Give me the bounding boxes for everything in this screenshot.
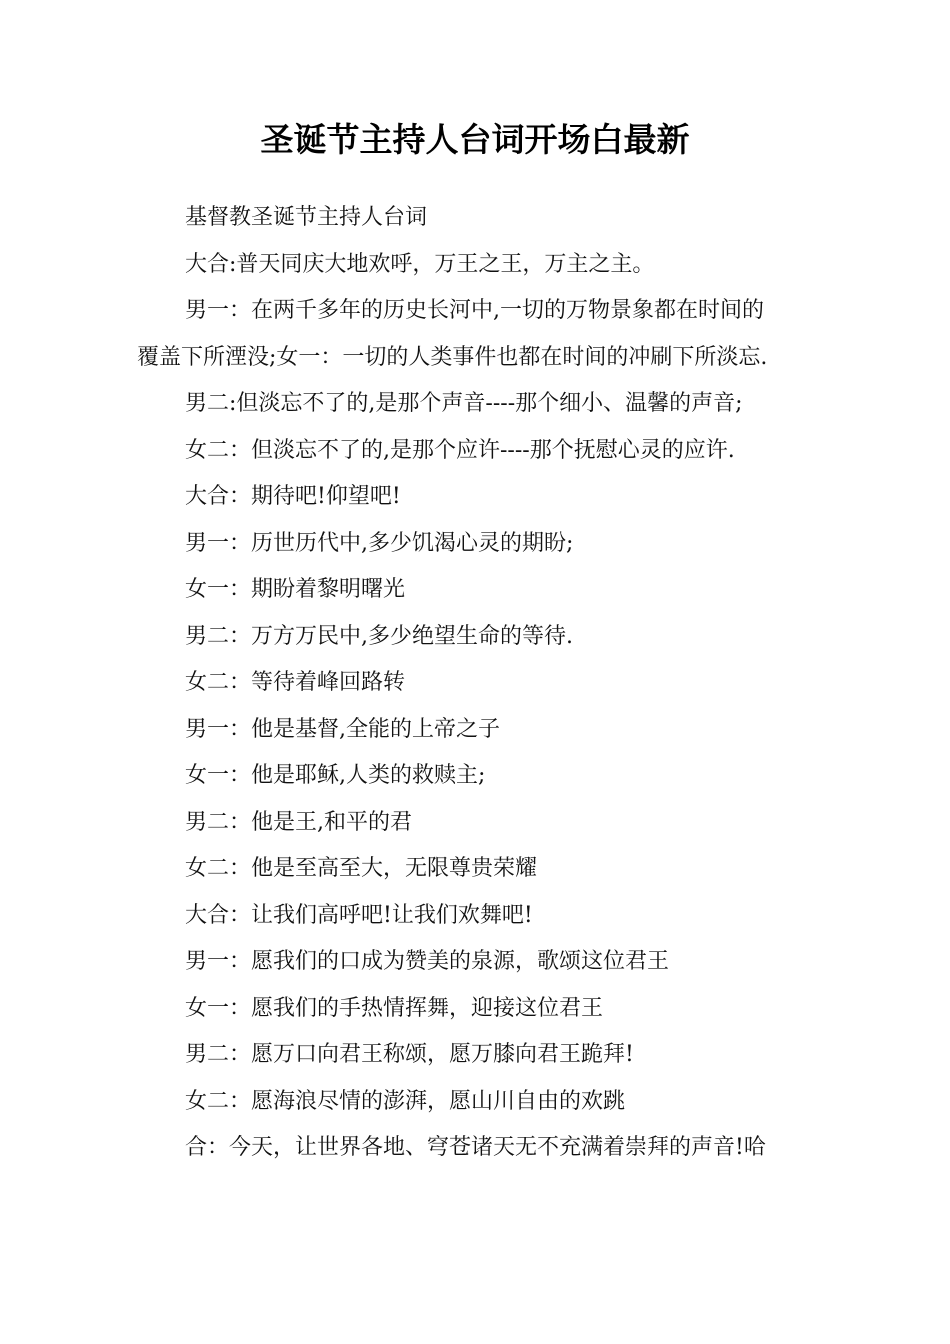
paragraph: 男二：他是王,和平的君 xyxy=(185,809,412,835)
paragraph: 女二：愿海浪尽情的澎湃，愿山川自由的欢跳 xyxy=(185,1088,626,1114)
paragraph: 合：今天，让世界各地、穹苍诸天无不充满着崇拜的声音!哈 xyxy=(185,1135,766,1160)
paragraph: 男一：历世历代中,多少饥渴心灵的期盼; xyxy=(185,530,574,556)
paragraph: 大合：期待吧!仰望吧! xyxy=(185,484,401,509)
paragraph: 男一：他是基督,全能的上帝之子 xyxy=(185,716,500,742)
paragraph: 男一：愿我们的口成为赞美的泉源，歌颂这位君王 xyxy=(185,949,670,974)
paragraph: 女一：期盼着黎明曙光 xyxy=(185,577,406,602)
paragraph: 男二：万方万民中,多少绝望生命的等待. xyxy=(185,623,573,649)
paragraph: 女一：愿我们的手热情挥舞，迎接这位君王 xyxy=(185,995,604,1021)
paragraph: 基督教圣诞节主持人台词 xyxy=(185,205,428,230)
document-body xyxy=(137,195,827,1172)
paragraph: 女二：他是至高至大，无限尊贵荣耀 xyxy=(185,856,538,881)
document-title: 圣诞节主持人台词开场白最新 xyxy=(260,120,690,159)
paragraph: 大合:普天同庆大地欢呼，万王之王，万主之主。 xyxy=(185,251,655,277)
paragraph: 女二：但淡忘不了的,是那个应许----那个抚慰心灵的应许. xyxy=(185,437,735,463)
paragraph: 女二：等待着峰回路转 xyxy=(185,670,406,695)
paragraph: 男二：愿万口向君王称颂，愿万膝向君王跪拜! xyxy=(185,1042,634,1067)
paragraph: 男一：在两千多年的历史长河中,一切的万物景象都在时间的 xyxy=(185,298,764,323)
paragraph: 大合：让我们高呼吧!让我们欢舞吧! xyxy=(185,902,533,928)
paragraph-continuation: 覆盖下所湮没;女一：一切的人类事件也都在时间的冲刷下所淡忘. xyxy=(137,344,768,370)
paragraph: 男二:但淡忘不了的,是那个声音----那个细小、温馨的声音; xyxy=(185,391,743,416)
paragraph: 女一：他是耶稣,人类的救赎主; xyxy=(185,763,486,788)
